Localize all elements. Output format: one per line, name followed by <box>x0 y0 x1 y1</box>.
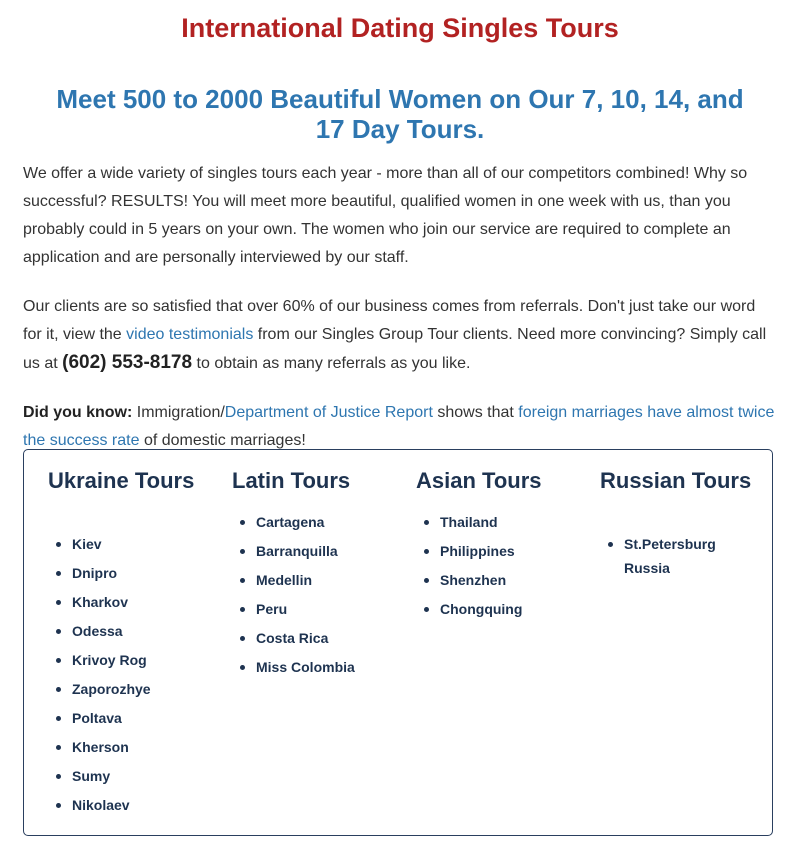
referrals-text-2: from our Singles Group Tour clients. Need more convincing? Simply call us at <box>23 326 767 372</box>
tour-item-kharkov[interactable]: Kharkov <box>48 590 218 614</box>
russian-tours-list <box>600 532 760 580</box>
tour-item-krivoy-rog[interactable]: Krivoy Rog <box>48 648 218 672</box>
tours-box <box>23 449 773 836</box>
did-you-know-paragraph <box>23 399 776 455</box>
tour-item-zaporozhye[interactable]: Zaporozhye <box>48 677 218 701</box>
tour-item-odessa[interactable]: Odessa <box>48 619 218 643</box>
referrals-text-3: to obtain as many referrals as you like. <box>192 355 471 372</box>
doj-report-link[interactable]: Department of Justice Report <box>224 404 433 421</box>
tour-item-chongquing[interactable]: Chongquing <box>416 597 586 621</box>
asian-tours-column <box>416 468 586 626</box>
tour-item-nikolaev[interactable]: Nikolaev <box>48 793 218 817</box>
tour-item-shenzhen[interactable]: Shenzhen <box>416 568 586 592</box>
did-you-know-text-1: Immigration/ <box>132 404 225 421</box>
success-rate-link[interactable]: foreign marriages have almost twice the success rate <box>23 404 775 449</box>
russian-tours-column <box>600 468 760 585</box>
tour-item-cartagena[interactable]: Cartagena <box>232 510 402 534</box>
tour-item-thailand[interactable]: Thailand <box>416 510 586 534</box>
tour-item-medellin[interactable]: Medellin <box>232 568 402 592</box>
page-title: International Dating Singles Tours <box>181 13 619 43</box>
referrals-paragraph <box>23 293 776 378</box>
intro-paragraph: We offer a wide variety of singles tours each year - more than all of our competitors combined! Why so successful? RESULTS! You will meet more beautiful, qualified women in one week with us, than you probably could in 5 years on your own. The women who join our service are required to complete an application and are personally interviewed by our staff. <box>23 165 748 266</box>
did-you-know-label: Did you know: <box>23 404 133 421</box>
did-you-know-text-3: of domestic marriages! <box>139 432 306 449</box>
tour-item-dnipro[interactable]: Dnipro <box>48 561 218 585</box>
referrals-text-1: Our clients are so satisfied that over 60% of our business comes from referrals. Don't just take our word for it, view the <box>23 298 756 343</box>
tour-item-st-petersburg[interactable]: St.Petersburg Russia <box>600 532 760 580</box>
latin-tours-list <box>232 510 402 679</box>
ukraine-tours-column <box>48 468 218 822</box>
tour-item-poltava[interactable]: Poltava <box>48 706 218 730</box>
did-you-know-text-2: shows that <box>432 404 519 421</box>
page-subtitle: Meet 500 to 2000 Beautiful Women on Our 7, 10, 14, and 17 Day Tours. <box>56 84 744 144</box>
tour-item-barranquilla[interactable]: Barranquilla <box>232 539 402 563</box>
tour-item-philippines[interactable]: Philippines <box>416 539 586 563</box>
ukraine-tours-list <box>48 532 218 817</box>
latin-tours-heading[interactable]: Latin Tours <box>232 468 351 493</box>
tour-item-costa-rica[interactable]: Costa Rica <box>232 626 402 650</box>
latin-tours-column <box>232 468 402 684</box>
tour-item-peru[interactable]: Peru <box>232 597 402 621</box>
asian-tours-list <box>416 510 586 621</box>
asian-tours-heading[interactable]: Asian Tours <box>416 468 542 493</box>
video-testimonials-link[interactable]: video testimonials <box>126 326 254 343</box>
tour-item-sumy[interactable]: Sumy <box>48 764 218 788</box>
phone-number[interactable]: (602) 553-8178 <box>62 352 193 373</box>
ukraine-tours-heading[interactable]: Ukraine Tours <box>48 468 195 493</box>
tour-item-miss-colombia[interactable]: Miss Colombia <box>232 655 402 679</box>
tour-item-kherson[interactable]: Kherson <box>48 735 218 759</box>
russian-tours-heading[interactable]: Russian Tours <box>600 468 752 493</box>
tour-item-kiev[interactable]: Kiev <box>48 532 218 556</box>
